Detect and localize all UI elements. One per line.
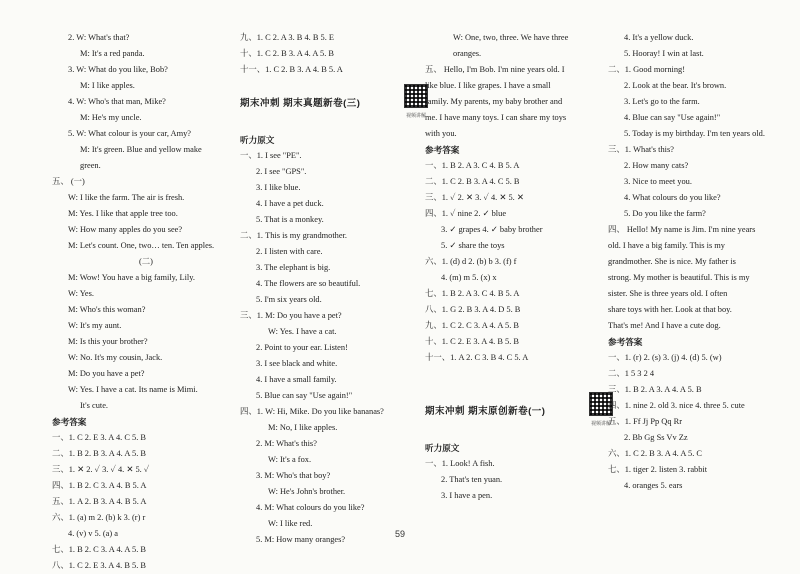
text-line: 3. Let's go to the farm. <box>624 97 700 106</box>
text-line: W: Yes. I have a cat. Its name is Mimi. <box>68 385 198 394</box>
text-line: 4. What colours do you like? <box>624 193 721 202</box>
text-line: M: Who's this woman? <box>68 305 146 314</box>
text-line: W: No. It's my cousin, Jack. <box>68 353 163 362</box>
text-line: 二、1. B 2. B 3. A 4. A 5. B <box>52 449 147 458</box>
text-line: 六、1. C 2. B 3. A 4. A 5. C <box>608 449 703 458</box>
text-line: 一、1. I see "PE". <box>240 151 302 160</box>
text-line: 5. ✓ share the toys <box>441 241 505 250</box>
section-title-text: 期末冲刺 期末真题新卷(三) <box>240 98 361 109</box>
text-line: 3. I see black and white. <box>256 359 338 368</box>
column-1 <box>52 30 240 574</box>
text-line: 一、1. (r) 2. (s) 3. (j) 4. (d) 5. (w) <box>608 353 722 362</box>
text-line: me. I have many toys. I can share my toys <box>425 113 567 122</box>
text-line: 五、 Hello, I'm Bob. I'm nine years old. I <box>425 65 565 74</box>
column-4 <box>608 30 796 494</box>
text-line: 参考答案 <box>608 337 643 347</box>
text-line: 四、1. B 2. C 3. A 4. B 5. A <box>52 481 147 490</box>
text-line: M: It's green. Blue and yellow make <box>80 145 202 154</box>
section-title-2 <box>425 392 613 432</box>
text-line: 二、1. Good morning! <box>608 65 685 74</box>
text-line: 5. M: How many oranges? <box>256 535 346 544</box>
text-line: 十、1. C 2. E 3. A 4. B 5. B <box>425 337 519 346</box>
text-line: W: Yes. <box>68 289 94 298</box>
text-line: M: Wow! You have a big family, Lily. <box>68 273 195 282</box>
text-line: 四、1. W: Hi, Mike. Do you like bananas? <box>240 407 384 416</box>
text-line: W: It's a fox. <box>268 455 312 464</box>
text-line: 3. ✓ grapes 4. ✓ baby brother <box>441 225 543 234</box>
text-line: 3. The elephant is big. <box>256 263 331 272</box>
text-line: 2. M: What's this? <box>256 439 317 448</box>
text-line: 5. W: What colour is your car, Amy? <box>68 129 192 138</box>
text-line: 听力原文 <box>240 135 275 145</box>
text-line: M: Yes. I like that apple tree too. <box>68 209 178 218</box>
text-line: 四、1. nine 2. old 3. nice 4. three 5. cute <box>608 401 745 410</box>
text-line: 三、1. ✓ 2. ✕ 3. ✓ 4. ✕ 5. ✕ <box>425 193 524 202</box>
section-title-1 <box>240 84 428 124</box>
column-2 <box>240 30 428 548</box>
text-line: strong. My mother is beautiful. This is my <box>608 273 750 282</box>
text-line: 4. oranges 5. ears <box>624 481 683 490</box>
page-number-text: 59 <box>394 529 405 539</box>
text-line: 2. Bb Gg Ss Vv Zz <box>624 433 688 442</box>
text-line: 五、1. Ff Jj Pp Qq Rr <box>608 417 682 426</box>
text-line: W: Yes. I have a cat. <box>268 327 337 336</box>
section-title-text: 期末冲刺 期末原创新卷(一) <box>425 406 546 417</box>
text-line: family. My parents, my baby brother and <box>425 97 563 106</box>
text-line: That's me! And I have a cute dog. <box>608 321 721 330</box>
text-line: 二、1 5 3 2 4 <box>608 369 655 378</box>
text-line: 参考答案 <box>52 417 87 427</box>
text-line: 4. (v) v 5. (a) a <box>68 529 118 538</box>
text-line: with you. <box>425 129 457 138</box>
text-line: M: Is this your brother? <box>68 337 148 346</box>
text-line: M: I like apples. <box>80 81 135 90</box>
text-line: 5. Blue can say "Use again!" <box>256 391 353 400</box>
text-line: M: No, I like apples. <box>268 423 338 432</box>
text-line: 2. That's ten yuan. <box>441 475 503 484</box>
text-line: 5. I'm six years old. <box>256 295 322 304</box>
text-line: W: I like red. <box>268 519 313 528</box>
text-line: 一、1. B 2. A 3. C 4. B 5. A <box>425 161 520 170</box>
text-line: 六、1. (a) m 2. (b) k 3. (r) r <box>52 513 146 522</box>
text-line: 听力原文 <box>425 443 460 453</box>
text-line: W: I like the farm. The air is fresh. <box>68 193 185 202</box>
text-line: 3. M: Who's that boy? <box>256 471 331 480</box>
text-line: 4. It's a yellow duck. <box>624 33 694 42</box>
text-line: 三、1. B 2. A 3. A 4. A 5. B <box>608 385 702 394</box>
text-line: It's cute. <box>80 401 109 410</box>
text-line: 4. M: What colours do you like? <box>256 503 365 512</box>
text-line: share toys with her. Look at that boy. <box>608 305 732 314</box>
text-line: 十一、1. C 2. B 3. A 4. B 5. A <box>240 65 343 74</box>
text-line: 2. Look at the bear. It's brown. <box>624 81 727 90</box>
text-line: 4. I have a pet duck. <box>256 199 324 208</box>
text-line: oranges. <box>453 49 482 58</box>
text-line: 二、1. C 2. B 3. A 4. C 5. B <box>425 177 520 186</box>
text-line: 5. Today is my birthday. I'm ten years old. <box>624 129 765 138</box>
text-line: M: He's my uncle. <box>80 113 142 122</box>
text-line: 4. I have a small family. <box>256 375 337 384</box>
text-line: W: It's my aunt. <box>68 321 122 330</box>
text-line: green. <box>80 161 101 170</box>
text-line: like blue. I like grapes. I have a small <box>425 81 551 90</box>
text-line: 七、1. tiger 2. listen 3. rabbit <box>608 465 708 474</box>
text-line: 四、1. ✓ nine 2. ✓ blue <box>425 209 507 218</box>
text-line: 参考答案 <box>425 145 460 155</box>
text-line: 2. I listen with care. <box>256 247 323 256</box>
page-number <box>0 529 800 539</box>
qr-label: 视频讲解 <box>405 113 426 119</box>
text-line: W: How many apples do you see? <box>68 225 183 234</box>
text-line: 十一、1. A 2. C 3. B 4. C 5. A <box>425 353 529 362</box>
text-line: 五、 (一) <box>52 177 85 186</box>
text-line: 5. That is a monkey. <box>256 215 324 224</box>
text-line: 八、1. C 2. E 3. A 4. B 5. B <box>52 561 146 570</box>
text-line: 2. I see "GPS". <box>256 167 307 176</box>
text-line: W: One, two, three. We have three <box>453 33 569 42</box>
text-line: 2. Point to your ear. Listen! <box>256 343 348 352</box>
text-line: 3. I have a pen. <box>441 491 493 500</box>
text-line: 一、1. Look! A fish. <box>425 459 495 468</box>
text-line: 2. W: What's that? <box>68 33 130 42</box>
text-line: M: Do you have a pet? <box>68 369 145 378</box>
text-line: W: He's John's brother. <box>268 487 346 496</box>
text-line: 四、 Hello! My name is Jim. I'm nine years <box>608 225 756 234</box>
text-line: 3. W: What do you like, Bob? <box>68 65 168 74</box>
text-line: 4. W: Who's that man, Mike? <box>68 97 166 106</box>
text-line: 4. Blue can say "Use again!" <box>624 113 721 122</box>
text-line: 一、1. C 2. E 3. A 4. C 5. B <box>52 433 146 442</box>
text-line: 二、1. This is my grandmother. <box>240 231 348 240</box>
text-line: 4. (m) m 5. (x) x <box>441 273 497 282</box>
column-3 <box>425 30 613 504</box>
text-line: grandmother. She is nice. My father is <box>608 257 736 266</box>
text-line: sister. She is three years old. I often <box>608 289 728 298</box>
text-line: 八、1. G 2. B 3. A 4. D 5. B <box>425 305 521 314</box>
text-line: 5. Do you like the farm? <box>624 209 706 218</box>
text-line: 3. Nice to meet you. <box>624 177 692 186</box>
text-line: 三、1. M: Do you have a pet? <box>240 311 342 320</box>
text-line: 4. The flowers are so beautiful. <box>256 279 361 288</box>
text-line: 三、1. What's this? <box>608 145 674 154</box>
text-line: 七、1. B 2. C 3. A 4. A 5. B <box>52 545 147 554</box>
text-line: 九、1. C 2. A 3. B 4. B 5. E <box>240 33 334 42</box>
qr-label: 视频讲解 <box>590 421 611 427</box>
text-line: 2. How many cats? <box>624 161 689 170</box>
text-line: 九、1. C 2. C 3. A 4. A 5. B <box>425 321 520 330</box>
text-line: M: It's a red panda. <box>80 49 145 58</box>
text-line: old. I have a big family. This is my <box>608 241 725 250</box>
text-line: 六、1. (d) d 2. (b) b 3. (f) f <box>425 257 517 266</box>
text-line: M: Let's count. One, two… ten. Ten apples. <box>68 241 215 250</box>
text-line: (二) <box>139 257 153 266</box>
text-line: 七、1. B 2. A 3. C 4. B 5. A <box>425 289 520 298</box>
text-line: 3. I like blue. <box>256 183 301 192</box>
text-line: 十、1. C 2. B 3. A 4. A 5. B <box>240 49 335 58</box>
text-line: 三、1. ✕ 2. ✓ 3. ✓ 4. ✕ 5. ✓ <box>52 465 150 474</box>
text-line: 五、1. A 2. B 3. A 4. B 5. A <box>52 497 147 506</box>
text-line: 5. Hooray! I win at last. <box>624 49 704 58</box>
